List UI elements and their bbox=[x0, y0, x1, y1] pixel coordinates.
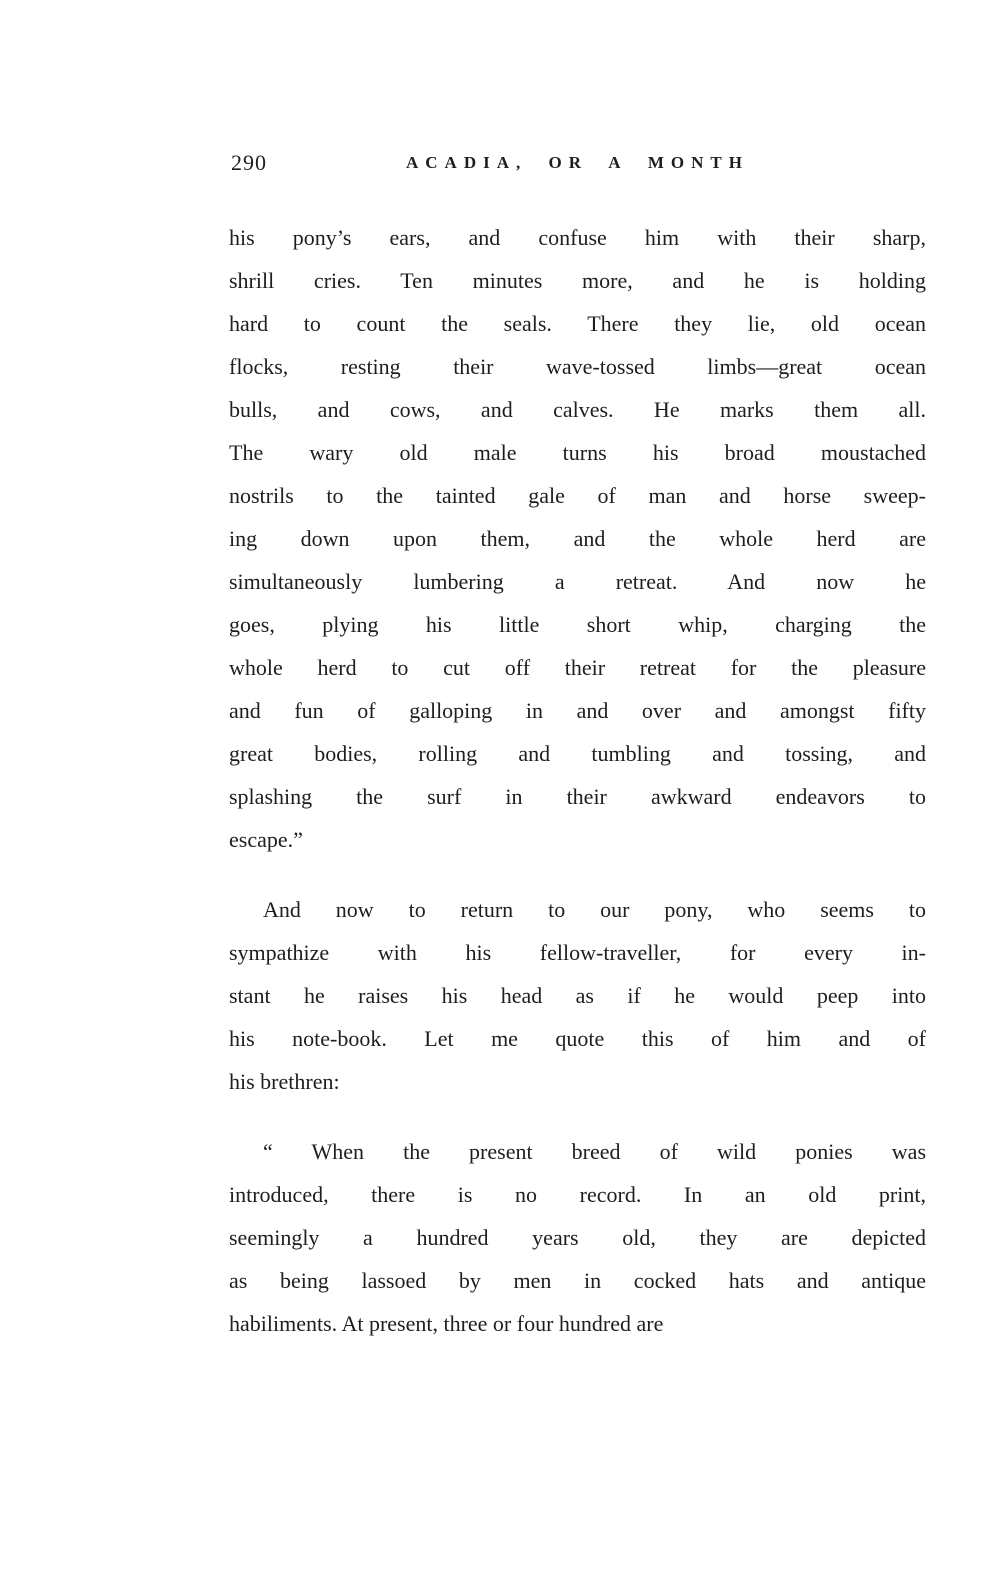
text-line: as being lassoed by men in cocked hats and antique bbox=[229, 1268, 926, 1293]
text-line: shrill cries. Ten minutes more, and he is holding bbox=[229, 268, 926, 293]
text-line: And now to return to our pony, who seems to bbox=[263, 897, 926, 922]
text-line: hard to count the seals. There they lie, old ocean bbox=[229, 311, 926, 336]
paragraph bbox=[229, 1130, 926, 1345]
text-line: stant he raises his head as if he would peep into bbox=[229, 983, 926, 1008]
text-line: escape.” bbox=[229, 827, 303, 852]
text-line: his note-book. Let me quote this of him and of bbox=[229, 1026, 926, 1051]
paragraph bbox=[229, 216, 926, 861]
text-line: seemingly a hundred years old, they are depicted bbox=[229, 1225, 926, 1250]
page-number: 290 bbox=[231, 150, 267, 175]
text-line: whole herd to cut off their retreat for the pleasure bbox=[229, 655, 926, 680]
text-line: simultaneously lumbering a retreat. And now he bbox=[229, 569, 926, 594]
text-line: his pony’s ears, and confuse him with their sharp, bbox=[229, 225, 926, 250]
text-line: sympathize with his fellow-traveller, for every in- bbox=[229, 940, 926, 965]
text-line: bulls, and cows, and calves. He marks them all. bbox=[229, 397, 926, 422]
text-block bbox=[229, 216, 926, 1345]
running-title: ACADIA, OR A MONTH bbox=[405, 153, 749, 172]
text-line: The wary old male turns his broad moustached bbox=[229, 440, 926, 465]
text-line: splashing the surf in their awkward endeavors to bbox=[229, 784, 926, 809]
text-line: introduced, there is no record. In an old print, bbox=[229, 1182, 926, 1207]
text-line: goes, plying his little short whip, charging the bbox=[229, 612, 926, 637]
page-header bbox=[229, 150, 926, 180]
text-line: flocks, resting their wave-tossed limbs—great ocean bbox=[229, 354, 926, 379]
text-line: great bodies, rolling and tumbling and tossing, and bbox=[229, 741, 926, 766]
text-line: and fun of galloping in and over and amongst fifty bbox=[229, 698, 926, 723]
text-column bbox=[229, 150, 926, 1345]
text-line: “ When the present breed of wild ponies was bbox=[263, 1139, 926, 1164]
text-line: habiliments. At present, three or four hundred are bbox=[229, 1311, 664, 1336]
paragraph bbox=[229, 888, 926, 1103]
text-line: nostrils to the tainted gale of man and horse sweep- bbox=[229, 483, 926, 508]
text-line: ing down upon them, and the whole herd are bbox=[229, 526, 926, 551]
text-line: his brethren: bbox=[229, 1069, 340, 1094]
